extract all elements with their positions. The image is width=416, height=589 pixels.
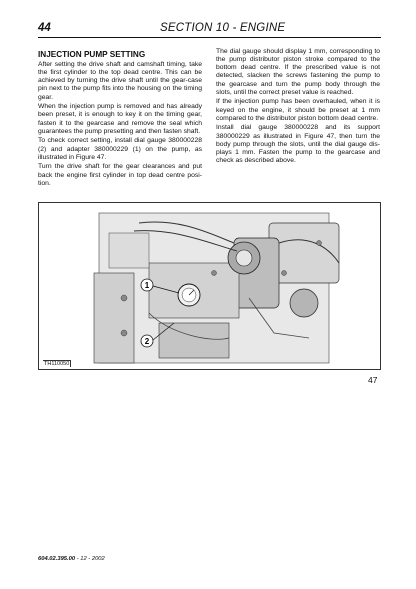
- footer-date: 12 - 2002: [80, 556, 105, 562]
- header-rule: [38, 37, 381, 38]
- svg-text:2: 2: [144, 337, 150, 346]
- paragraph: The dial gauge should display 1 mm, corresponding to the pump distributor piston stroke compared to the bottom dead centre. If the prescribed value is not detected, slacken the screws fastening the pump to the gearcase and turn the pump body through the slots, until the correct preset value is reached.: [216, 48, 380, 96]
- paragraph: Turn the drive shaft for the gear clearances and put back the engine first cylinder in top dead centre posi-tion.: [38, 163, 202, 187]
- callout-2: [141, 335, 153, 347]
- footer: [38, 556, 105, 562]
- document-code: 604.02.395.00: [38, 556, 76, 562]
- paragraph: Install dial gauge 380000228 and its support 380000229 as illustrated in Figure 47, then turn the body pump through the slots, until the dial gauge dis-plays 1 mm. Fasten the pump to the gearcase and check as described above.: [216, 124, 380, 165]
- svg-text:1: 1: [144, 281, 150, 290]
- section-heading: INJECTION PUMP SETTING: [38, 50, 146, 59]
- callout-1: [141, 279, 153, 291]
- section-title: SECTION 10 - ENGINE: [160, 22, 286, 34]
- page-number: 44: [38, 22, 51, 34]
- left-column: [38, 50, 202, 189]
- figure-code: TH110050: [44, 361, 70, 367]
- right-column: [216, 48, 380, 167]
- paragraph: To check correct setting, install dial gauge 380000228 (2) and adapter 380000229 (1) on the pump, as illustrated in Figure 47.: [38, 137, 202, 161]
- paragraph: After setting the drive shaft and camshaft timing, take the first cylinder to the top dead centre. This can be achieved by turning the drive shaft until the gear-case pin next to the pump fits into the housing on the timing gear.: [38, 61, 202, 101]
- figure-number: 47: [368, 375, 378, 385]
- paragraph: If the injection pump has been overhauled, when it is keyed on the engine, it should be preset at 1 mm compared to the distributor piston bottom dead centre.: [216, 98, 380, 122]
- footer-separator: -: [76, 556, 81, 562]
- engine-illustration: [39, 203, 381, 370]
- figure-engine-photo: [38, 202, 381, 370]
- paragraph: When the injection pump is removed and has already been preset, it is enough to key it on the timing gear, fasten it to the gearcase and remove the seal which guarantees the pump presetting and then fasten shaft.: [38, 103, 202, 135]
